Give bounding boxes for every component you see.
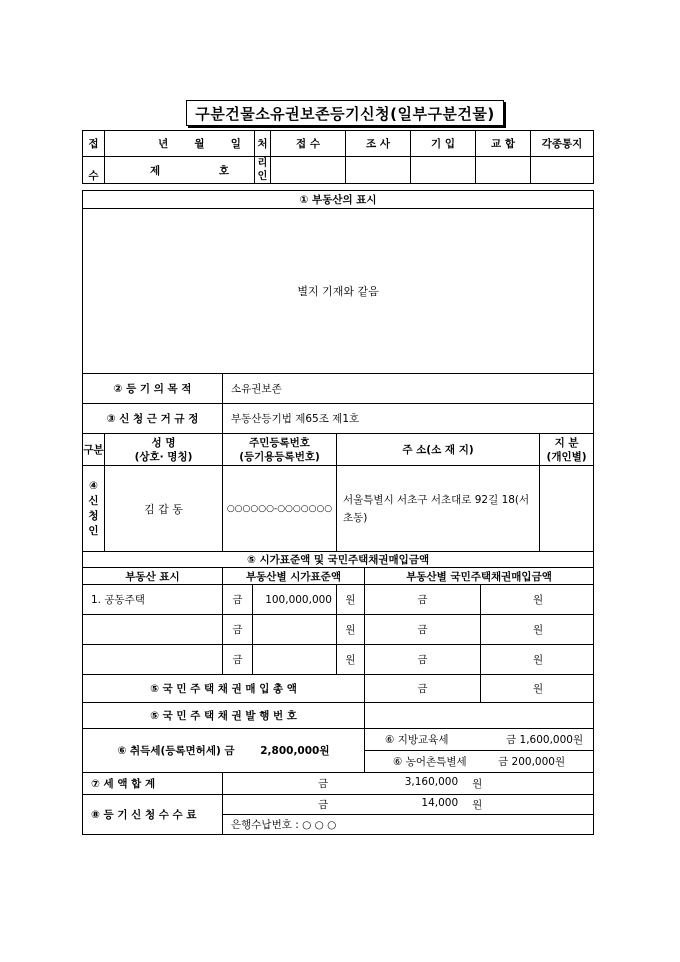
applicant-label-4: 인: [88, 524, 99, 537]
address-header: 주 소(소 재 지): [337, 434, 540, 466]
receipt-table: [82, 130, 594, 184]
won-3: 원: [337, 645, 365, 675]
fee-won: 원: [472, 799, 483, 811]
edu-tax[interactable]: [365, 729, 594, 751]
tax-total-value[interactable]: [223, 773, 594, 795]
ho-label: 호: [218, 164, 229, 177]
receipt-date[interactable]: [105, 131, 255, 157]
section1-body: 별지 기재와 같음: [83, 209, 594, 374]
name-header: [105, 434, 223, 466]
bond-won-3[interactable]: 원: [481, 645, 594, 675]
tax-total-label: ⑦ 세 액 합 계: [83, 773, 223, 795]
jeopsu-cell[interactable]: [271, 157, 346, 184]
col-gyohap: 교 합: [476, 131, 531, 157]
applicant-label-3: 청: [88, 509, 99, 522]
main-table: [82, 190, 594, 835]
day-label: 일: [230, 138, 241, 150]
edu-tax-amount[interactable]: 금 1,600,000원: [506, 734, 584, 746]
bond-total-geum: 금: [365, 675, 481, 703]
receipt-jeop: 접: [83, 131, 105, 157]
reg-header-line2: (등기용등록번호): [239, 450, 320, 463]
col-price: 부동산별 시가표준액: [223, 568, 365, 585]
amount-1[interactable]: 100,000,000: [253, 585, 337, 615]
bond-geum-3: 금: [365, 645, 481, 675]
applicant-reg-no[interactable]: ○○○○○○-○○○○○○○: [223, 466, 337, 552]
section1-header: ① 부동산의 표시: [83, 191, 594, 209]
geum-1: 금: [223, 585, 253, 615]
applicant-name[interactable]: 김 갑 동: [105, 466, 223, 552]
col-prop: 부동산 표시: [83, 568, 223, 585]
notice-cell[interactable]: [531, 157, 594, 184]
tax-amount[interactable]: 2,800,000원: [260, 745, 330, 757]
bond-issue-label: ⑤ 국 민 주 택 채 권 발 행 번 호: [83, 703, 365, 729]
prop-row-3[interactable]: [83, 645, 223, 675]
tax-total-amount[interactable]: 3,160,000: [404, 776, 459, 788]
share-header-line2: (개인별): [546, 450, 587, 463]
col-josa: 조 사: [346, 131, 411, 157]
rural-tax-amount[interactable]: 금 200,000원: [498, 756, 566, 768]
share-header: [540, 434, 594, 466]
applicant-address[interactable]: 서울특별시 서초구 서초대로 92길 18(서초동): [337, 466, 540, 552]
applicant-share[interactable]: [540, 466, 594, 552]
year-label: 년: [158, 138, 169, 150]
won-1: 원: [337, 585, 365, 615]
giip-cell[interactable]: [411, 157, 476, 184]
basis-label: ③ 신 청 근 거 규 정: [83, 404, 223, 434]
prop-row-1[interactable]: 1. 공동주택: [83, 585, 223, 615]
receipt-riin: [255, 157, 271, 184]
prop-row-2[interactable]: [83, 615, 223, 645]
purpose-value[interactable]: 소유권보존: [223, 374, 594, 404]
amount-2[interactable]: [253, 615, 337, 645]
bond-won-1[interactable]: 원: [481, 585, 594, 615]
bank-number[interactable]: 은행수납번호 : ○ ○ ○: [223, 815, 594, 835]
applicant-label: [83, 466, 105, 552]
geum-3: 금: [223, 645, 253, 675]
month-label: 월: [194, 138, 205, 150]
reg-header-line1: 주민등록번호: [249, 436, 310, 449]
name-header-line1: 성 명: [151, 436, 176, 449]
fee-label: ⑧ 등 기 신 청 수 수 료: [83, 795, 223, 835]
fee-amount[interactable]: 14,000: [421, 797, 459, 809]
bond-geum-2: 금: [365, 615, 481, 645]
basis-value[interactable]: 부동산등기법 제65조 제1호: [223, 404, 594, 434]
form-title: 구분건물소유권보존등기신청(일부구분건물): [186, 100, 504, 126]
tax-label: ⑥ 취득세(등록면허세) 금: [117, 745, 235, 757]
col-bond: 부동산별 국민주택채권매입금액: [365, 568, 594, 585]
bond-issue-value[interactable]: [365, 703, 594, 729]
col-giip: 기 입: [411, 131, 476, 157]
col-jeopsu: 접 수: [271, 131, 346, 157]
josa-cell[interactable]: [346, 157, 411, 184]
bond-geum-1: 금: [365, 585, 481, 615]
fee-value[interactable]: [223, 795, 594, 815]
je-label: 제: [150, 164, 161, 177]
bond-won-2[interactable]: 원: [481, 615, 594, 645]
receipt-number[interactable]: [105, 157, 255, 184]
purpose-label: ② 등 기 의 목 적: [83, 374, 223, 404]
fee-geum: 금: [318, 799, 329, 811]
edu-tax-label: ⑥ 지방교육세: [385, 734, 449, 746]
receipt-cheo: 처: [255, 131, 271, 157]
tax-total-geum: 금: [318, 778, 329, 790]
applicant-label-2: 신: [88, 494, 99, 507]
tax-total-won: 원: [472, 778, 483, 790]
rural-tax-label: ⑥ 농어촌특별세: [393, 756, 467, 768]
col-notice: 각종통지: [531, 131, 594, 157]
share-header-line1: 지 분: [554, 436, 579, 449]
bond-total-label: ⑤ 국 민 주 택 채 권 매 입 총 액: [83, 675, 365, 703]
tax-label-cell: [83, 729, 365, 773]
won-2: 원: [337, 615, 365, 645]
receipt-su: 수: [83, 157, 105, 184]
gubun-header: 구분: [83, 434, 105, 466]
name-header-line2: (상호· 명칭): [134, 450, 193, 463]
in-label: 인: [257, 171, 268, 182]
gyohap-cell[interactable]: [476, 157, 531, 184]
section5-header: ⑤ 시가표준액 및 국민주택채권매입금액: [83, 552, 594, 568]
reg-header: [223, 434, 337, 466]
amount-3[interactable]: [253, 645, 337, 675]
ri-label: 리: [257, 158, 268, 169]
rural-tax[interactable]: [365, 751, 594, 773]
bond-total-won[interactable]: 원: [481, 675, 594, 703]
applicant-label-1: ④: [89, 479, 98, 492]
geum-2: 금: [223, 615, 253, 645]
